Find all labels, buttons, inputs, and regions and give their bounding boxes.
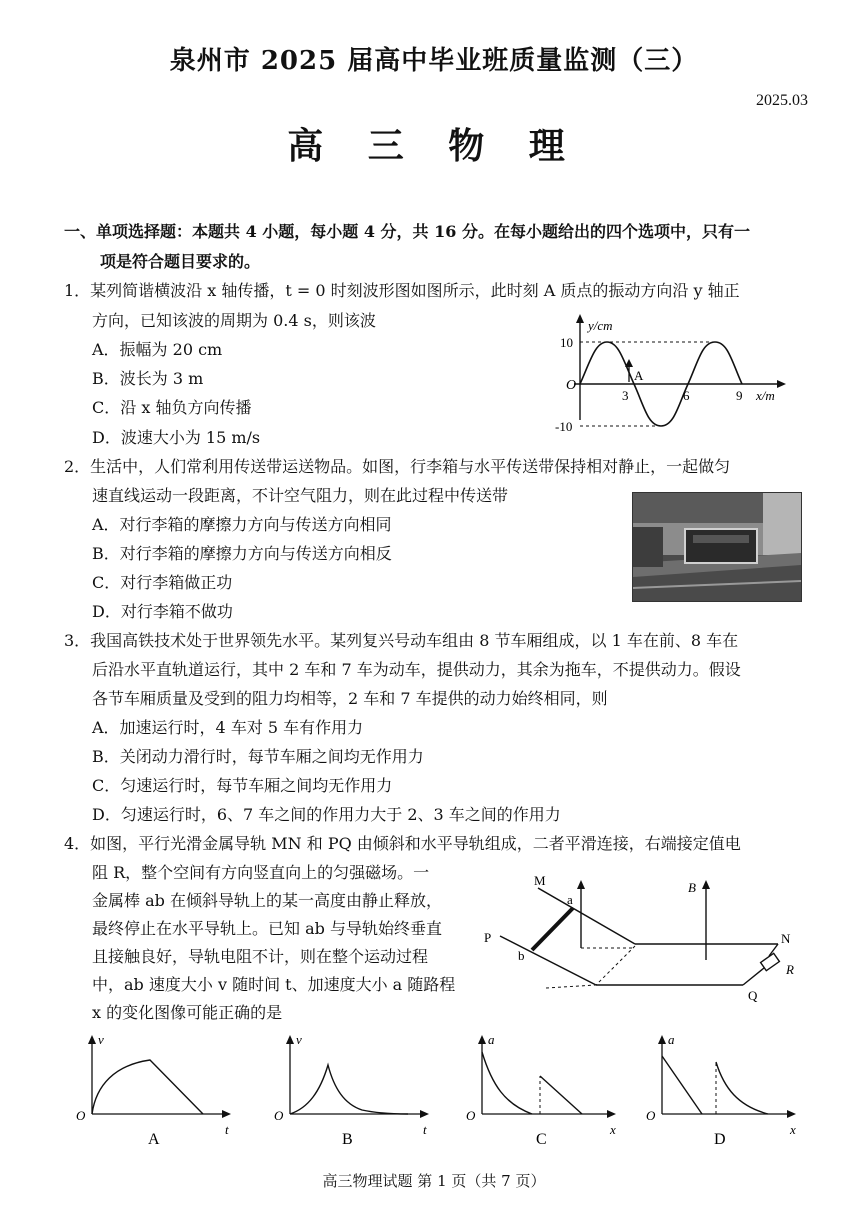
- y-axis-label: y/cm: [588, 318, 613, 333]
- section-heading: 一、单项选择题：本题共 4 小题，每小题 4 分，共 16 分。在每小题给出的四个选项中，只有一: [64, 222, 750, 241]
- q4-stem: 4．如图，平行光滑金属导轨 MN 和 PQ 由倾斜和水平导轨组成，二者平滑连接，右端接定值电: [64, 834, 741, 853]
- right-wire-bottom: [743, 968, 764, 985]
- graph-b-y-label: v: [296, 1032, 302, 1047]
- q1-stem-cont: 方向，已知该波的周期为 0.4 s，则该波: [92, 311, 376, 330]
- q3-option-c: C．匀速运行时，每节车厢之间均无作用力: [92, 776, 393, 795]
- origin-label: O: [566, 378, 577, 393]
- graph-d-origin: O: [646, 1108, 656, 1123]
- graph-b-curve: [290, 1065, 408, 1114]
- x-tick-9: 9: [736, 388, 743, 403]
- graph-a-x-label: t: [225, 1122, 229, 1137]
- graph-c-line-2: [540, 1076, 582, 1114]
- graph-c-y-arrow: [478, 1035, 486, 1044]
- q2-option-b: B．对行李箱的摩擦力方向与传送方向相反: [92, 544, 392, 563]
- b-field-arrow-2-head: [702, 880, 710, 889]
- label-n: N: [781, 931, 791, 946]
- q4-stem-cont5: 中，ab 速度大小 v 随时间 t、加速度大小 a 随路程: [92, 975, 456, 994]
- label-a: a: [567, 892, 573, 907]
- x-axis-arrow: [777, 380, 786, 388]
- q2-option-d: D．对行李箱不做功: [92, 602, 233, 621]
- graph-a-y-label: v: [98, 1032, 104, 1047]
- subject-title: 高 三 物 理: [287, 125, 581, 167]
- q3-stem-cont1: 后沿水平直轨道运行，其中 2 车和 7 车为动车，提供动力，其余为拖车，不提供动力。假设: [92, 660, 741, 679]
- q2-option-c: C．对行李箱做正功: [92, 573, 233, 592]
- proj-diag-dashed: [596, 946, 635, 985]
- x-tick-3: 3: [622, 388, 629, 403]
- graph-d-curve-2: [716, 1062, 768, 1114]
- velocity-arrow-head: [625, 359, 633, 367]
- q4-stem-cont4: 且接触良好，导轨电阻不计，则在整个运动过程: [92, 947, 429, 966]
- y-tick-neg10: -10: [555, 419, 573, 434]
- q2-option-a: A．对行李箱的摩擦力方向与传送方向相同: [92, 515, 392, 534]
- graph-a-x-arrow: [222, 1110, 231, 1118]
- label-r: R: [786, 962, 794, 977]
- y-tick-10: 10: [560, 335, 573, 350]
- graph-d-y-label: a: [668, 1032, 675, 1047]
- graph-b-caption: B: [342, 1131, 353, 1148]
- label-m: M: [534, 873, 546, 888]
- graph-d-caption: D: [714, 1131, 726, 1148]
- graph-a-caption: A: [148, 1131, 160, 1148]
- graph-a: [70, 1030, 250, 1150]
- y-axis-arrow: [576, 314, 584, 323]
- graph-d-x-arrow: [787, 1110, 796, 1118]
- q2-stem: 2．生活中，人们常利用传送带运送物品。如图，行李箱与水平传送带保持相对静止，一起做匀: [64, 457, 731, 476]
- page-title: 泉州市 2025 届高中毕业班质量监测（三）: [169, 46, 699, 76]
- exam-date: 2025.03: [756, 92, 808, 109]
- graph-b: [268, 1030, 448, 1150]
- x-axis-label: x/m: [756, 388, 775, 403]
- x-tick-6: 6: [683, 388, 690, 403]
- graph-c-x-label: x: [610, 1122, 616, 1137]
- page-footer: 高三物理试题 第 1 页（共 7 页）: [322, 1172, 546, 1190]
- q3-option-d: D．匀速运行时，6、7 车之间的作用力大于 2、3 车之间的作用力: [92, 805, 561, 824]
- label-b-field: B: [688, 880, 696, 895]
- q1-option-b: B．波长为 3 m: [92, 369, 204, 388]
- graph-d: [640, 1030, 810, 1150]
- graph-a-curve: [92, 1060, 203, 1114]
- q3-stem-cont2: 各节车厢质量及受到的阻力均相等，2 车和 7 车提供的动力始终相同，则: [92, 689, 608, 708]
- q4-stem-cont2: 金属棒 ab 在倾斜导轨上的某一高度由静止释放，: [92, 891, 442, 910]
- q4-stem-cont1: 阻 R，整个空间有方向竖直向上的匀强磁场。一: [92, 863, 430, 882]
- graph-a-y-arrow: [88, 1035, 96, 1044]
- label-q: Q: [748, 988, 758, 1003]
- q3-stem: 3．我国高铁技术处于世界领先水平。某列复兴号动车组由 8 节车厢组成，以 1 车在前、8 车在: [64, 631, 739, 650]
- graph-b-origin: O: [274, 1108, 284, 1123]
- proj-bottom-dashed: [546, 985, 596, 988]
- graph-a-origin: O: [76, 1108, 86, 1123]
- q4-rail-figure: [478, 868, 818, 1018]
- q2-stem-cont: 速直线运动一段距离，不计空气阻力，则在此过程中传送带: [92, 486, 509, 505]
- point-a-label: A: [634, 368, 644, 383]
- rail-mn-incline: [538, 888, 635, 944]
- graph-b-x-label: t: [423, 1122, 427, 1137]
- q3-option-b: B．关闭动力滑行时，每节车厢之间均无作用力: [92, 747, 424, 766]
- luggage-conveyor-photo: [632, 492, 802, 602]
- q1-option-c: C．沿 x 轴负方向传播: [92, 398, 252, 417]
- q1-wave-figure: [550, 310, 800, 440]
- q1-option-a: A．振幅为 20 cm: [92, 340, 223, 359]
- label-p: P: [484, 930, 492, 945]
- graph-c-curve-1: [482, 1052, 532, 1114]
- section-heading-cont: 项是符合题目要求的。: [100, 252, 261, 271]
- graph-b-y-arrow: [286, 1035, 294, 1044]
- graph-d-y-arrow: [658, 1035, 666, 1044]
- q3-option-a: A．加速运行时，4 车对 5 车有作用力: [92, 718, 364, 737]
- graph-c-x-arrow: [607, 1110, 616, 1118]
- graph-c: [460, 1030, 630, 1150]
- graph-c-caption: C: [536, 1131, 547, 1148]
- q1-stem: 1．某列简谐横波沿 x 轴传播，t = 0 时刻波形图如图所示，此时刻 A 质点的振动方向沿 y 轴正: [64, 281, 740, 300]
- b-field-arrow-1-head: [577, 880, 585, 889]
- graph-d-line-1: [662, 1056, 702, 1114]
- q1-option-d: D．波速大小为 15 m/s: [92, 428, 261, 447]
- graph-c-y-label: a: [488, 1032, 495, 1047]
- graph-c-origin: O: [466, 1108, 476, 1123]
- graph-b-x-arrow: [420, 1110, 429, 1118]
- graph-d-x-label: x: [790, 1122, 796, 1137]
- q4-stem-cont3: 最终停止在水平导轨上。已知 ab 与导轨始终垂直: [92, 919, 442, 938]
- q4-stem-cont6: x 的变化图像可能正确的是: [92, 1003, 283, 1022]
- metal-rod-ab: [532, 908, 573, 950]
- label-b: b: [518, 948, 525, 963]
